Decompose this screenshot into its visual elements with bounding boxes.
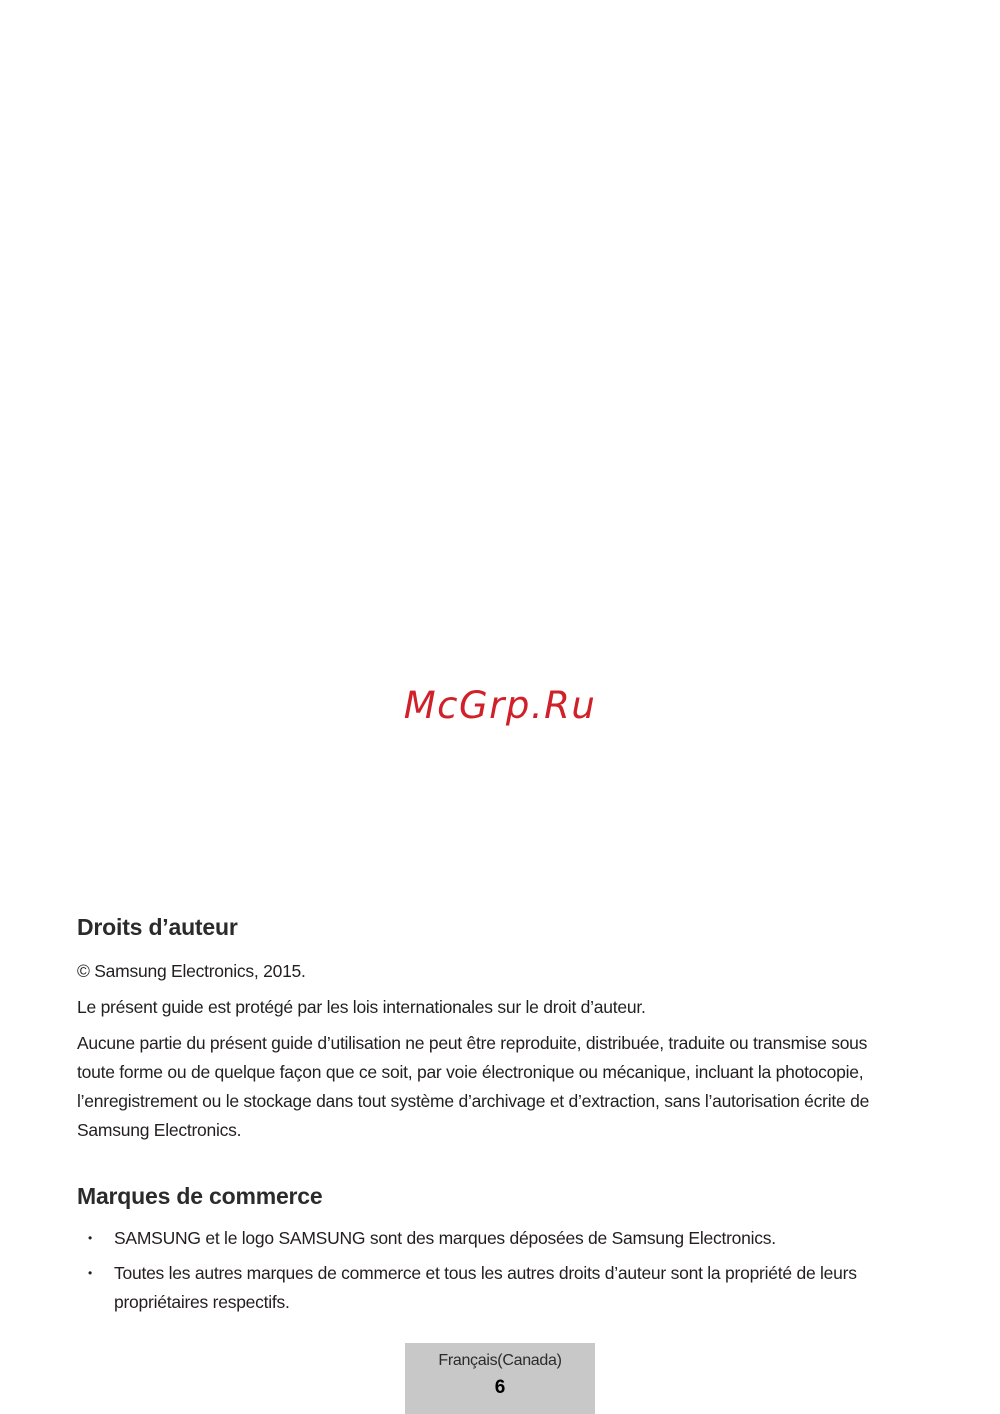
document-content [77, 914, 907, 1323]
copyright-restriction-text: Aucune partie du présent guide d’utilisation ne peut être reproduite, distribuée, traduite ou transmise sous toute forme ou de quelque façon que ce soit, par voie électronique ou mécanique, incluant la photocopie, l’enregistrement ou le stockage dans tout système d’archivage et d’extraction, sans l’autorisation écrite de Samsung Electronics. [77, 1033, 870, 1140]
list-item [77, 1224, 907, 1253]
copyright-notice: © Samsung Electronics, 2015. [77, 961, 306, 981]
copyright-protection-text: Le présent guide est protégé par les lois internationales sur le droit d’auteur. [77, 997, 646, 1017]
bullet-icon: • [88, 1266, 92, 1280]
page-number: 6 [494, 1377, 506, 1398]
list-item [77, 1259, 907, 1317]
page-footer [405, 1343, 595, 1414]
copyright-heading: Droits d’auteur [77, 914, 238, 940]
watermark-logo: McGrp.Ru [403, 684, 597, 727]
list-item-text: Toutes les autres marques de commerce et tous les autres droits d’auteur sont la propriété de leurs propriétaires respectifs. [114, 1263, 857, 1312]
copyright-section [77, 914, 907, 1145]
trademarks-list [77, 1224, 907, 1317]
footer-language: Français(Canada) [438, 1352, 562, 1369]
list-item-text: SAMSUNG et le logo SAMSUNG sont des marques déposées de Samsung Electronics. [114, 1228, 776, 1248]
bullet-icon: • [88, 1231, 92, 1245]
trademarks-heading: Marques de commerce [77, 1183, 323, 1209]
trademarks-section [77, 1183, 907, 1317]
